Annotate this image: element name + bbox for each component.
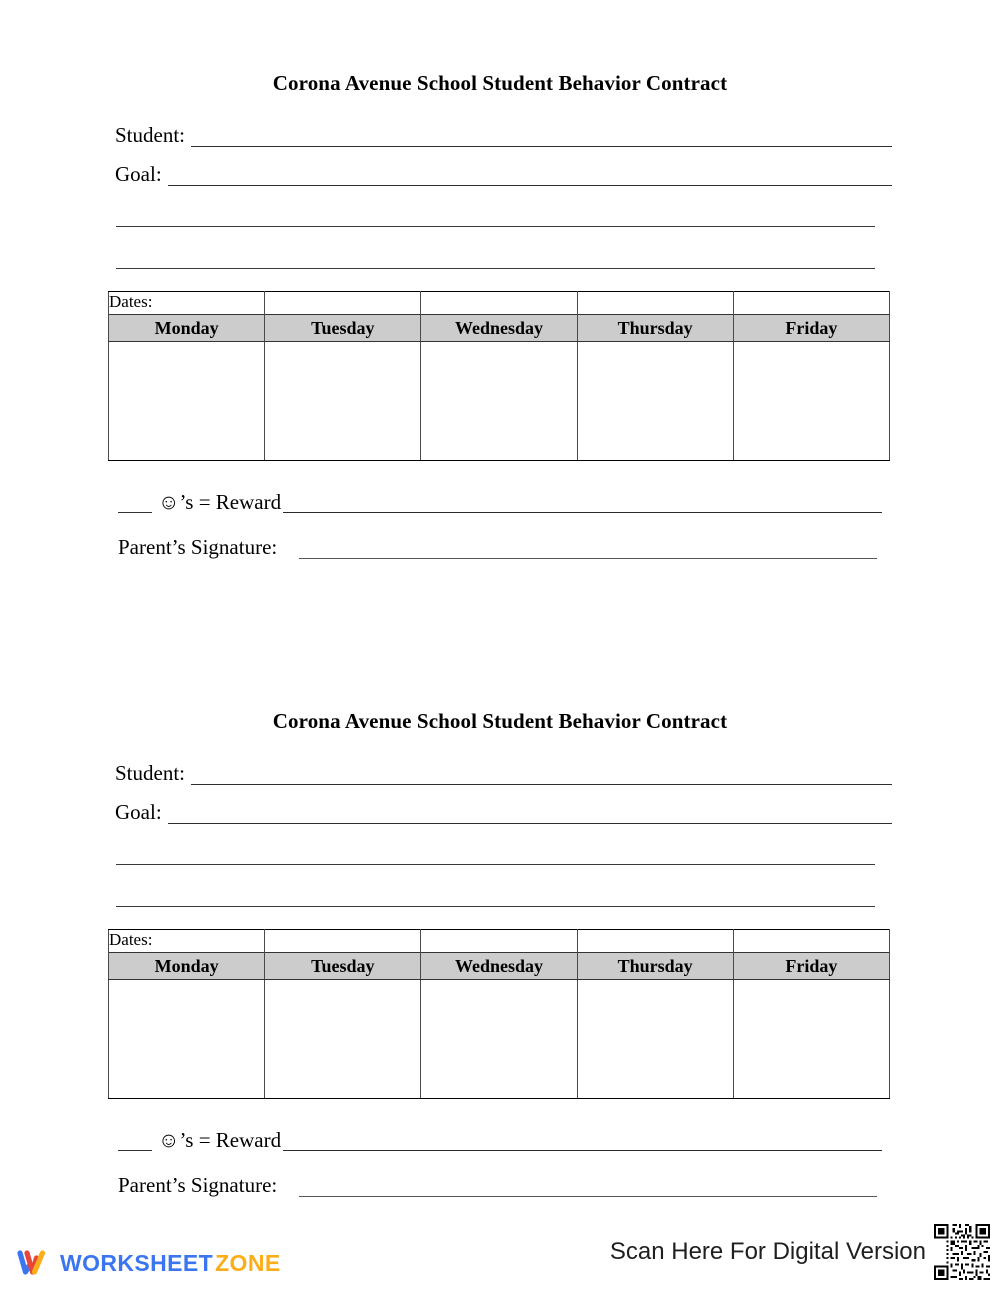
week-table-wrapper: [108, 291, 890, 461]
dates-cell-thursday-2[interactable]: [577, 930, 733, 953]
entry-cell-wednesday[interactable]: [421, 342, 577, 461]
reward-label: ☺’s = Reward: [158, 490, 282, 514]
table-row: [109, 342, 890, 461]
goal-continuation-line-2[interactable]: [116, 247, 875, 269]
entry-cell-friday[interactable]: [733, 342, 889, 461]
student-field-row: [0, 113, 1000, 147]
student-label: Student:: [115, 123, 186, 147]
page-title: Corona Avenue School Student Behavior Contract: [272, 71, 728, 95]
worksheet-zone-mark-icon: [16, 1246, 50, 1280]
reward-count-blank[interactable]: [118, 493, 152, 513]
signature-row: [0, 529, 1000, 559]
signature-row-2: [0, 1167, 1000, 1197]
entry-cell-tuesday[interactable]: [265, 342, 421, 461]
behavior-contract-section-2: [0, 708, 1000, 1197]
parent-signature-line[interactable]: [299, 538, 877, 559]
entry-cell-thursday-2[interactable]: [577, 980, 733, 1099]
parent-signature-label: Parent’s Signature:: [118, 535, 278, 559]
brand-name-secondary: ZONE: [215, 1249, 281, 1276]
dates-cell-tuesday[interactable]: [265, 292, 421, 315]
goal-continuation-line-1[interactable]: [116, 205, 875, 227]
page-footer: [0, 1222, 1000, 1294]
goal-input-line-2[interactable]: [168, 803, 892, 824]
goal-continuation-line-4[interactable]: [116, 885, 875, 907]
student-label-2: Student:: [115, 761, 186, 785]
dates-cell-tuesday-2[interactable]: [265, 930, 421, 953]
entry-cell-tuesday-2[interactable]: [265, 980, 421, 1099]
week-table-wrapper-2: [108, 929, 890, 1099]
weekly-tracking-table-2: [108, 929, 890, 1099]
column-header-tuesday: Tuesday: [265, 315, 421, 342]
reward-label-2: ☺’s = Reward: [158, 1128, 282, 1152]
worksheet-zone-logo[interactable]: [16, 1246, 281, 1280]
student-field-row-2: [0, 751, 1000, 785]
table-row-day-headers: [109, 315, 890, 342]
page-title-2: Corona Avenue School Student Behavior Contract: [272, 709, 728, 733]
column-header-thursday-2: Thursday: [577, 953, 733, 980]
weekly-tracking-table: [108, 291, 890, 461]
column-header-wednesday: Wednesday: [421, 315, 577, 342]
reward-input-line[interactable]: [283, 493, 882, 513]
goal-field-row-2: [0, 790, 1000, 824]
dates-cell-friday-2[interactable]: [733, 930, 889, 953]
dates-cell-wednesday[interactable]: [421, 292, 577, 315]
column-header-friday: Friday: [733, 315, 889, 342]
dates-label-cell-2: Dates:: [109, 930, 265, 953]
table-row-dates-2: [109, 930, 890, 953]
goal-continuation-line-3[interactable]: [116, 843, 875, 865]
goal-field-row: [0, 152, 1000, 186]
entry-cell-monday[interactable]: [109, 342, 265, 461]
column-header-tuesday-2: Tuesday: [265, 953, 421, 980]
goal-input-line[interactable]: [168, 165, 892, 186]
student-input-line[interactable]: [191, 126, 892, 147]
entry-cell-thursday[interactable]: [577, 342, 733, 461]
scan-digital-version-block[interactable]: [610, 1222, 992, 1282]
entry-cell-wednesday-2[interactable]: [421, 980, 577, 1099]
dates-label-cell: Dates:: [109, 292, 265, 315]
column-header-monday: Monday: [109, 315, 265, 342]
column-header-monday-2: Monday: [109, 953, 265, 980]
table-row-dates: [109, 292, 890, 315]
brand-name-primary: WORKSHEET: [60, 1249, 214, 1276]
parent-signature-line-2[interactable]: [299, 1176, 877, 1197]
student-input-line-2[interactable]: [191, 764, 892, 785]
reward-row-2: [0, 1123, 1000, 1151]
parent-signature-label-2: Parent’s Signature:: [118, 1173, 278, 1197]
column-header-friday-2: Friday: [733, 953, 889, 980]
table-row: [109, 980, 890, 1099]
entry-cell-monday-2[interactable]: [109, 980, 265, 1099]
reward-row: [0, 485, 1000, 513]
table-row-day-headers-2: [109, 953, 890, 980]
goal-label-2: Goal:: [115, 800, 162, 824]
column-header-thursday: Thursday: [577, 315, 733, 342]
dates-cell-wednesday-2[interactable]: [421, 930, 577, 953]
behavior-contract-section-1: [0, 70, 1000, 559]
reward-count-blank-2[interactable]: [118, 1131, 152, 1151]
dates-cell-thursday[interactable]: [577, 292, 733, 315]
entry-cell-friday-2[interactable]: [733, 980, 889, 1099]
scan-instruction-text: Scan Here For Digital Version: [609, 1238, 926, 1265]
column-header-wednesday-2: Wednesday: [421, 953, 577, 980]
brand-wordmark: [60, 1249, 281, 1276]
reward-input-line-2[interactable]: [283, 1131, 882, 1151]
dates-cell-friday[interactable]: [733, 292, 889, 315]
goal-label: Goal:: [115, 162, 162, 186]
qr-code-icon[interactable]: [932, 1222, 992, 1282]
